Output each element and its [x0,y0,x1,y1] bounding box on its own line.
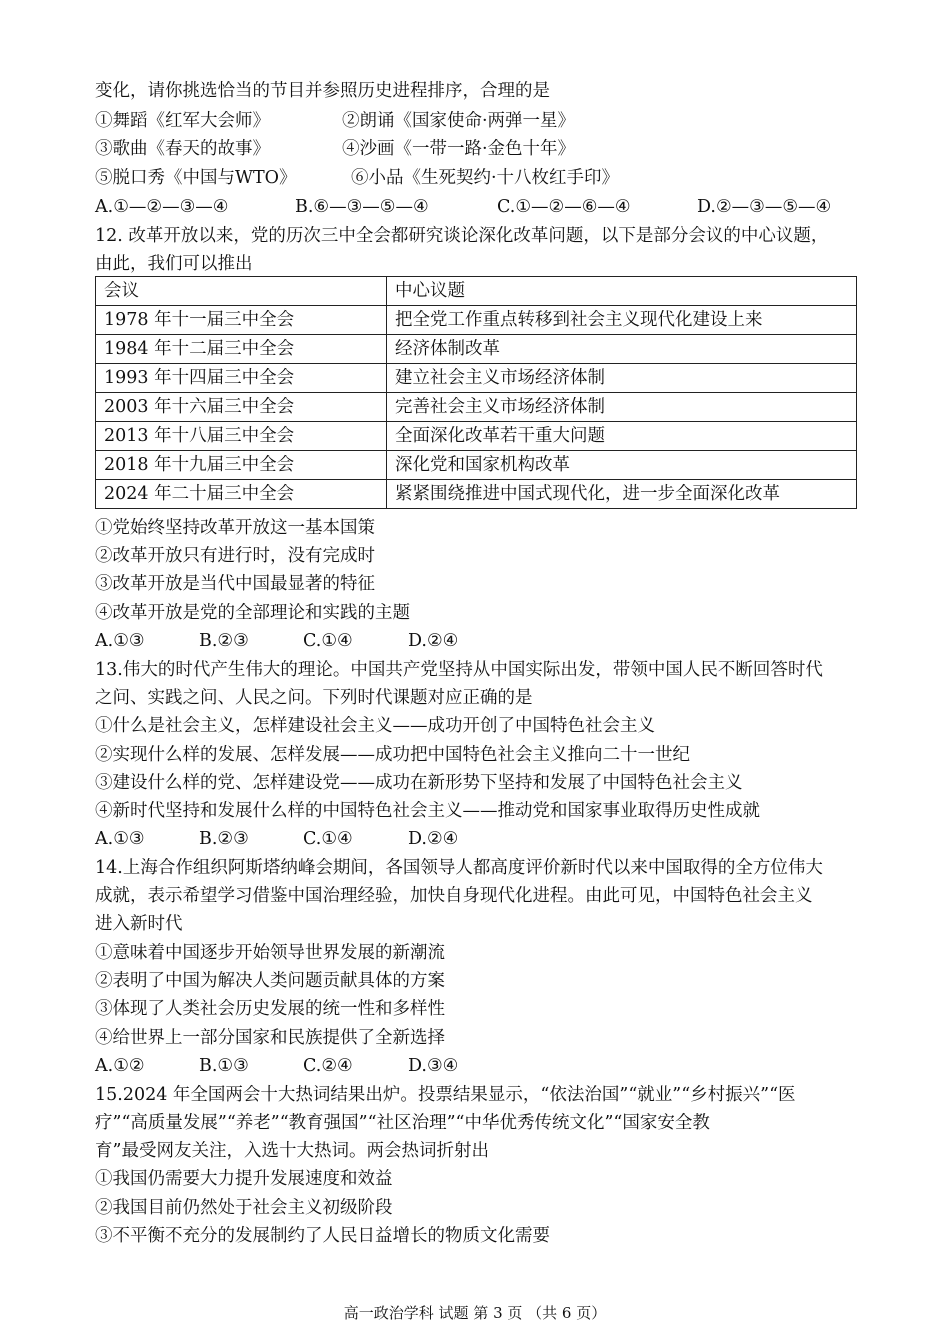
table-cell-meeting: 2003 年十六届三中全会 [96,393,387,422]
q11-item-5: ⑤脱口秀《中国与WTO》 [95,168,297,188]
q11-option-b: B.⑥—③—⑤—④ [295,197,429,217]
q11-stem-continuation: 变化，请你挑选恰当的节目并参照历史进程排序，合理的是 [95,81,550,101]
q14-item-1: ①意味着中国逐步开始领导世界发展的新潮流 [95,943,445,963]
page-footer: 高一政治学科 试题 第 3 页 （共 6 页） [343,1304,607,1322]
q13-option-d: D.②④ [408,829,459,849]
table-cell-meeting: 2013 年十八届三中全会 [96,422,387,451]
q13-stem-line2: 之问、实践之问、人民之问。下列时代课题对应正确的是 [95,688,533,708]
q12-stem-line2: 由此，我们可以推出 [95,254,253,274]
q14-item-2: ②表明了中国为解决人类问题贡献具体的方案 [95,971,445,991]
q11-item-1: ①舞蹈《红军大会师》 [95,111,270,131]
q11-option-a: A.①—②—③—④ [95,197,229,217]
q13-item-3: ③建设什么样的党、怎样建设党——成功在新形势下坚持和发展了中国特色社会主义 [95,773,743,793]
q12-meeting-table [95,276,857,509]
table-row [96,335,857,364]
table-cell-topic: 全面深化改革若干重大问题 [387,422,857,451]
q15-stem-line3: 育”最受网友关注，入选十大热词。两会热词折射出 [95,1141,489,1161]
q13-option-c: C.①④ [303,829,353,849]
q14-stem-line2: 成就，表示希望学习借鉴中国治理经验，加快自身现代化进程。由此可见，中国特色社会主义 [95,886,813,906]
q14-option-c: C.②④ [303,1056,353,1076]
table-cell-meeting: 1978 年十一届三中全会 [96,306,387,335]
q13-options [95,828,865,850]
q11-option-d: D.②—③—⑤—④ [697,197,832,217]
q14-stem-line3: 进入新时代 [95,914,183,934]
q12-item-2: ②改革开放只有进行时，没有完成时 [95,546,375,566]
q13-stem-line1: 13.伟大的时代产生伟大的理论。中国共产党坚持从中国实际出发，带领中国人民不断回答时代 [95,660,823,680]
q13-option-b: B.②③ [199,829,249,849]
table-cell-topic: 把全党工作重点转移到社会主义现代化建设上来 [387,306,857,335]
q11-item-2: ②朗诵《国家使命·两弹一星》 [342,111,576,131]
table-header-row [96,277,857,306]
table-cell-meeting: 2018 年十九届三中全会 [96,451,387,480]
q12-item-1: ①党始终坚持改革开放这一基本国策 [95,518,375,538]
q12-item-4: ④改革开放是党的全部理论和实践的主题 [95,603,410,623]
table-cell-topic: 深化党和国家机构改革 [387,451,857,480]
table-row [96,393,857,422]
table-row [96,306,857,335]
q14-option-d: D.③④ [408,1056,459,1076]
q15-item-2: ②我国目前仍然处于社会主义初级阶段 [95,1198,393,1218]
table-cell-meeting: 2024 年二十届三中全会 [96,480,387,509]
table-row [96,480,857,509]
table-row [96,364,857,393]
q12-option-a: A.①③ [95,631,145,651]
q15-stem-line1: 15.2024 年全国两会十大热词结果出炉。投票结果显示，“依法治国”“就业”“乡村振兴”“医 [95,1085,796,1105]
q15-stem-line2: 疗”“高质量发展”“养老”“教育强国”“社区治理”“中华优秀传统文化”“国家安全教 [95,1113,710,1133]
q12-stem-line1: 12. 改革开放以来，党的历次三中全会都研究谈论深化改革问题，以下是部分会议的中心议题， [95,226,829,246]
table-row [96,422,857,451]
q11-options [95,196,865,218]
table-cell-topic: 经济体制改革 [387,335,857,364]
q14-item-4: ④给世界上一部分国家和民族提供了全新选择 [95,1028,445,1048]
q14-stem-line1: 14.上海合作组织阿斯塔纳峰会期间，各国领导人都高度评价新时代以来中国取得的全方位伟大 [95,858,823,878]
table-cell-topic: 建立社会主义市场经济体制 [387,364,857,393]
q13-item-2: ②实现什么样的发展、怎样发展——成功把中国特色社会主义推向二十一世纪 [95,745,690,765]
q13-item-1: ①什么是社会主义，怎样建设社会主义——成功开创了中国特色社会主义 [95,716,655,736]
q15-item-3: ③不平衡不充分的发展制约了人民日益增长的物质文化需要 [95,1226,550,1246]
q12-options [95,630,865,652]
q11-item-4: ④沙画《一带一路·金色十年》 [342,139,576,159]
table-cell-meeting: 1984 年十二届三中全会 [96,335,387,364]
q12-option-c: C.①④ [303,631,353,651]
q11-option-c: C.①—②—⑥—④ [497,197,631,217]
table-header-cell: 会议 [96,277,387,306]
q12-option-d: D.②④ [408,631,459,651]
table-cell-topic: 紧紧围绕推进中国式现代化，进一步全面深化改革 [387,480,857,509]
table-cell-topic: 完善社会主义市场经济体制 [387,393,857,422]
table-header-cell: 中心议题 [387,277,857,306]
q12-item-3: ③改革开放是当代中国最显著的特征 [95,574,375,594]
table-row [96,451,857,480]
q14-item-3: ③体现了人类社会历史发展的统一性和多样性 [95,999,445,1019]
q12-option-b: B.②③ [199,631,249,651]
q11-item-6: ⑥小品《生死契约·十八枚红手印》 [351,168,620,188]
q13-option-a: A.①③ [95,829,145,849]
q14-options [95,1055,865,1077]
q14-option-a: A.①② [95,1056,145,1076]
q11-item-3: ③歌曲《春天的故事》 [95,139,270,159]
table-cell-meeting: 1993 年十四届三中全会 [96,364,387,393]
q13-item-4: ④新时代坚持和发展什么样的中国特色社会主义——推动党和国家事业取得历史性成就 [95,801,760,821]
q14-option-b: B.①③ [199,1056,249,1076]
q15-item-1: ①我国仍需要大力提升发展速度和效益 [95,1169,393,1189]
